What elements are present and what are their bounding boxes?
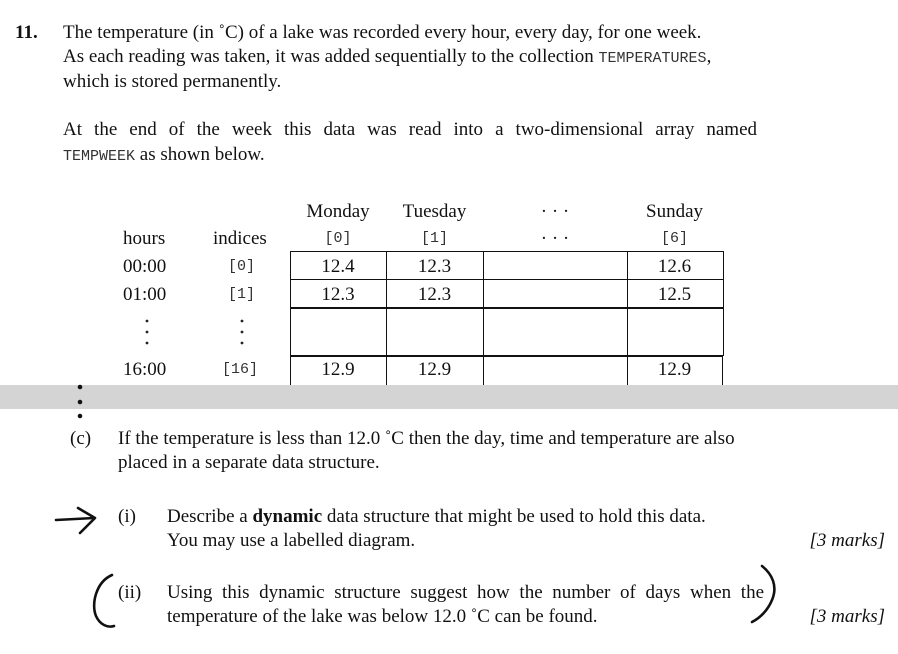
question-number: 11. — [15, 22, 38, 43]
sub-i-marks: [3 marks] — [809, 530, 885, 551]
cell-16-1: 12.9 — [417, 359, 452, 380]
sub-i-label: (i) — [118, 506, 136, 527]
row-hour-0: 00:00 — [123, 256, 167, 277]
para2-rest: as shown below. — [135, 144, 265, 165]
day-index-1: [1] — [420, 230, 448, 247]
indices-vertical-ellipsis — [235, 316, 249, 350]
part-c-label: (c) — [70, 428, 92, 449]
day-index-0: [0] — [324, 230, 352, 247]
grid-bottom-col-4 — [722, 356, 723, 385]
sub-i-line-1-pre: Describe a — [167, 506, 253, 527]
grid-bottom-col-2 — [483, 356, 484, 385]
sub-i-line-1-post: data structure that might be used to hold this data. — [322, 506, 706, 527]
sub-i-line-1 — [167, 506, 706, 528]
sub-i-line-2: You may use a labelled diagram. — [167, 530, 416, 551]
cell-0-6: 12.6 — [657, 256, 692, 277]
sub-ii-line-2: temperature of the lake was below 12.0 ˚C can be found. — [167, 606, 598, 627]
handwritten-left-bracket — [88, 570, 118, 632]
grid-bottom-top — [290, 356, 723, 357]
day-header-ellipsis: · · · — [540, 201, 570, 222]
grid-mid-col-2 — [483, 307, 484, 355]
temperatures-code: TEMPERATURES — [598, 50, 707, 67]
cell-1-0: 12.3 — [321, 284, 355, 305]
para2-line-2 — [63, 144, 265, 166]
sub-ii-line-1: Using this dynamic structure suggest how the number of days when the — [167, 582, 764, 603]
array-grid-middle — [290, 307, 724, 356]
handwritten-arrow-icon — [52, 504, 100, 538]
intro-line-2-comma: , — [706, 46, 712, 67]
intro-line-3: which is stored permanently. — [63, 71, 282, 92]
hours-label: hours — [123, 228, 166, 249]
row-hour-1: 01:00 — [123, 284, 167, 305]
cell-0-1: 12.3 — [417, 256, 452, 277]
cell-16-0: 12.9 — [321, 359, 355, 380]
para2-line-1: At the end of the week this data was read into a two-dimensional array named — [63, 119, 757, 140]
day-index-ellipsis: · · · — [540, 228, 570, 249]
grid-mid-col-1 — [386, 307, 387, 355]
intro-line-1: The temperature (in ˚C) of a lake was recorded every hour, every day, for one week. — [63, 22, 702, 43]
row-hour-16: 16:00 — [123, 359, 167, 380]
grid-col-divider-2 — [483, 251, 484, 308]
cell-1-6: 12.5 — [657, 284, 692, 305]
hours-vertical-ellipsis — [140, 316, 154, 350]
day-header-monday: Monday — [306, 201, 370, 222]
day-header-tuesday: Tuesday — [402, 201, 467, 222]
sub-ii-marks: [3 marks] — [809, 606, 885, 627]
row-index-1: [1] — [228, 286, 256, 303]
day-index-6: [6] — [660, 230, 688, 247]
sub-ii-label: (ii) — [118, 582, 142, 603]
vertical-dots-marker — [72, 382, 88, 422]
row-index-16: [16] — [222, 361, 259, 378]
row-index-0: [0] — [228, 258, 256, 275]
grid-row-divider — [290, 279, 723, 280]
cell-0-0: 12.4 — [321, 256, 355, 277]
indices-label: indices — [213, 228, 267, 249]
sub-i-dynamic: dynamic — [252, 506, 323, 527]
day-header-sunday: Sunday — [646, 201, 703, 222]
cell-16-6: 12.9 — [657, 359, 692, 380]
part-c-line-1: If the temperature is less than 12.0 ˚C then the day, time and temperature are also — [118, 428, 735, 449]
cell-1-1: 12.3 — [417, 284, 452, 305]
intro-line-2 — [63, 46, 711, 68]
intro-line-2-text: As each reading was taken, it was added sequentially to the collection — [63, 46, 594, 67]
tempweek-code: TEMPWEEK — [63, 148, 136, 165]
page-break-band — [0, 385, 898, 409]
grid-mid-col-3 — [627, 307, 628, 355]
part-c-line-2: placed in a separate data structure. — [118, 452, 380, 473]
